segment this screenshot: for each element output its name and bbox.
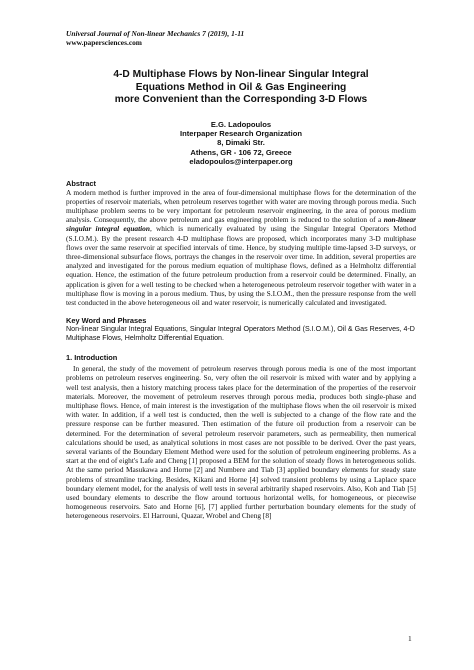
page-number: 1 — [408, 634, 412, 643]
abstract-text-part: A modern method is further improved in the area of four-dimensional multiphase flows for the determination of the properties of reservoir materials, when petroleum reserves together with water are moving through porous media. Such multiphase problem seems to be very important for petroleum reservoir engineering, in the area of porous medium analysis. Consequently, the above petroleum and gas engineering problem is reduced to the solution of a — [66, 187, 416, 225]
paper-page — [66, 29, 416, 521]
author-city: Athens, GR - 106 72, Greece — [190, 147, 292, 157]
abstract-emphasis: non-linear singular integral equation — [66, 215, 416, 234]
introduction-heading: 1. Introduction — [66, 353, 118, 363]
abstract-text-part: , which is numerically evaluated by using the Singular Integral Operators Method (S.I.O.M.). By the present research 4-D multiphase flows are proposed, which incorporates many 3-D multiphase flows over the same reservoir at specified intervals of time. Hence, by studying multiple time-lapsed 3-D surveys, or three-dimensional subsurface flows, portrays the changes in the reservoir over time. In addition, several properties are analyzed and investigated for the porous medium equation of multiphase flows, defined as a Helmholtz differential equation. Hence, the estimation of the future petroleum production from a reservoir could be determined. Finally, an application is given for a well testing to be checked when a heterogeneous petroleum reservoir together with water in a multiphase flow is moving in a porous medium. Thus, by using the S.I.O.M., then the pressure response from the well test conducted in the above heterogeneous oil and water reservoir, is numerically calculated and investigated. — [66, 224, 417, 307]
author-organization: Interpaper Research Organization — [180, 128, 302, 138]
paper-title — [66, 69, 416, 107]
author-street: 8, Dimaki Str. — [217, 138, 265, 148]
journal-url[interactable]: www.papersciences.com — [66, 38, 142, 47]
title-line: more Convenient than the Corresponding 3-D Flows — [114, 94, 368, 105]
title-line: 4-D Multiphase Flows by Non-linear Singular Integral — [113, 69, 369, 80]
author-block — [66, 120, 416, 167]
abstract-heading: Abstract — [66, 178, 96, 188]
author-email[interactable]: eladopoulos@interpaper.org — [189, 157, 293, 167]
keywords-heading: Key Word and Phrases — [66, 316, 147, 326]
journal-citation: Universal Journal of Non-linear Mechanics 7 (2019), 1-11 — [66, 29, 245, 38]
abstract-text — [66, 188, 416, 308]
introduction-paragraph: In general, the study of the movement of petroleum reserves through porous media is one of the most important problems on petroleum reserves engineering. So, very often the oil reservoir is mixed with water and by applying a well test analysis, then a history matching process takes place for the determination of the properties of the reservoir materials. Moreover, the movement of petroleum reserves through porous media, produces both single-phase and multiphase flows. Hence, of main interest is the investigation of the multiphase flows when the oil reservoir is mixed with water. In addition, if a well test is conducted, then the well is subjected to a change of the flow rate and the pressure response can be further measured. Then estimation of the future oil production from a reservoir can be determined. For the determination of several petroleum reservoir parameters, such as permeability, then numerical calculations should be used, as analytical solutions in most cases are not possible to be derived. Over the past years, several variants of the Boundary Element Method were used for the solution of petroleum engineering problems. As a start at the end of eight's Lafe and Cheng [1] proposed a BEM for the solution of steady flows in heterogeneous solids. At the same period Masukawa and Horne [2] and Numbere and Tiab [3] applied boundary elements for steady state problems of streamline tracking. Besides, Kikani and Horne [4] solved transient problems by using a Laplace space boundary element model, for the analysis of well tests in several arbitrarily shaped reservoirs. Also, Koh and Tiab [5] used boundary elements to describe the flow around tortuous horizontal wells, for homogeneous, or piecewise homogeneous reservoirs. Sato and Horne [6], [7] applied further perturbation boundary elements for the study of heterogeneous reservoirs. El Harrouni, Quazar, Wrobel and Cheng [8] — [66, 364, 416, 521]
title-line: Equations Method in Oil & Gas Engineering — [135, 81, 347, 93]
keywords-text: Non-linear Singular Integral Equations, Singular Integral Operators Method (S.I.O.M.), Oil & Gas Reserves, 4-D Multiphase Flows, Helmholtz Differential Equation. — [66, 325, 415, 343]
author-name: E.G. Ladopoulos — [210, 119, 272, 129]
